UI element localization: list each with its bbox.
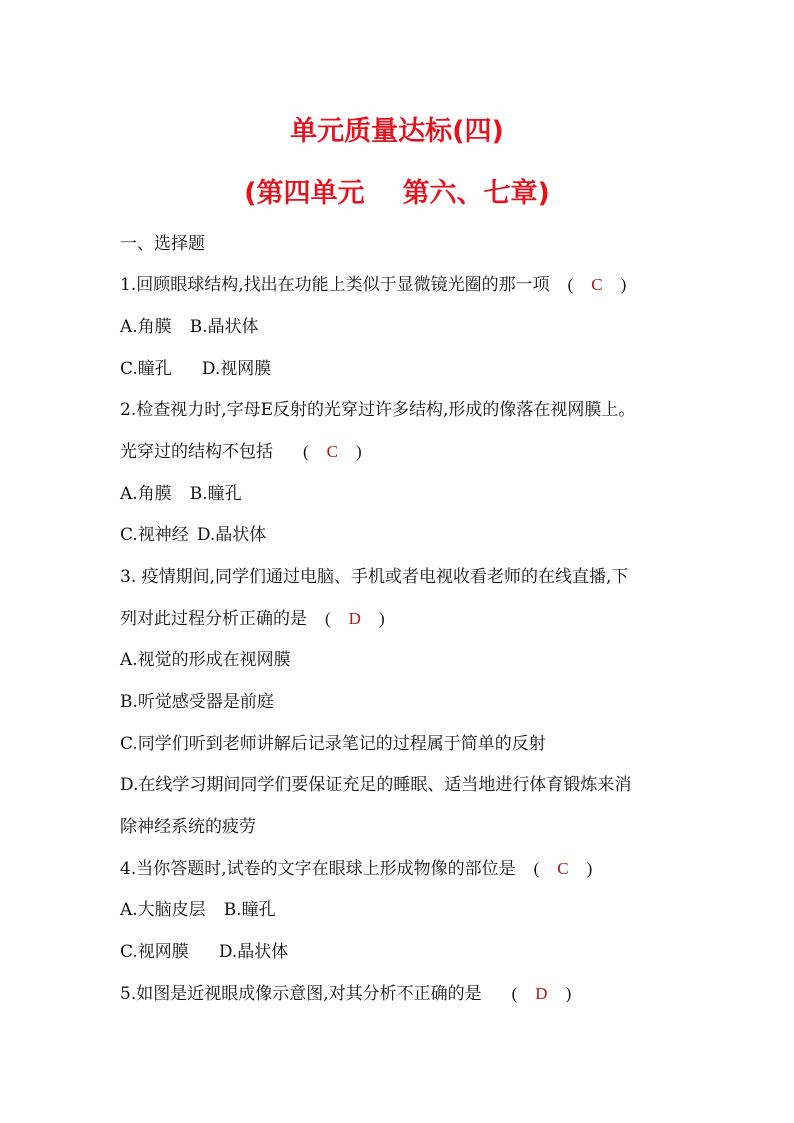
page-subtitle: (第四单元 第六、七章)	[244, 178, 550, 209]
question-2-options-cd: C.视神经 D.晶状体	[120, 525, 267, 545]
question-3-option-d-cont: 除神经系统的疲劳	[120, 817, 256, 837]
answer-2: C	[326, 442, 339, 461]
question-5-stem: 5.如图是近视眼成像示意图,对其分析不正确的是 ( D )	[120, 984, 572, 1004]
question-2-stem-line2: 光穿过的结构不包括 ( C )	[120, 442, 362, 462]
answer-3: D	[348, 609, 361, 628]
question-1-options-cd: C.瞳孔 D.视网膜	[120, 359, 272, 379]
answer-5: D	[535, 984, 548, 1003]
question-2-stem-line1: 2.检查视力时,字母E反射的光穿过许多结构,形成的像落在视网膜上。	[120, 400, 636, 420]
question-4-options-cd: C.视网膜 D.晶状体	[120, 942, 289, 962]
question-3-option-d: D.在线学习期间同学们要保证充足的睡眠、适当地进行体育锻炼来消	[120, 775, 632, 795]
page-title: 单元质量达标(四)	[290, 116, 504, 147]
question-2-options-ab: A.角膜 B.瞳孔	[120, 484, 242, 504]
question-4-stem: 4.当你答题时,试卷的文字在眼球上形成物像的部位是 ( C )	[120, 859, 593, 879]
question-4-options-ab: A.大脑皮层 B.瞳孔	[120, 900, 276, 920]
question-3-stem-line2: 列对此过程分析正确的是 ( D )	[120, 609, 385, 629]
question-3-stem-line1: 3. 疫情期间,同学们通过电脑、手机或者电视收看老师的在线直播,下	[120, 567, 629, 587]
question-3-option-b: B.听觉感受器是前庭	[120, 692, 274, 712]
question-3-option-c: C.同学们听到老师讲解后记录笔记的过程属于简单的反射	[120, 734, 546, 754]
answer-4: C	[557, 859, 569, 878]
question-1-stem: 1.回顾眼球结构,找出在功能上类似于显微镜光圈的那一项 ( C )	[120, 275, 627, 295]
answer-1: C	[591, 275, 603, 294]
section-heading: 一、选择题	[120, 234, 205, 254]
question-1-options-ab: A.角膜 B.晶状体	[120, 317, 259, 337]
question-3-option-a: A.视觉的形成在视网膜	[120, 650, 291, 670]
